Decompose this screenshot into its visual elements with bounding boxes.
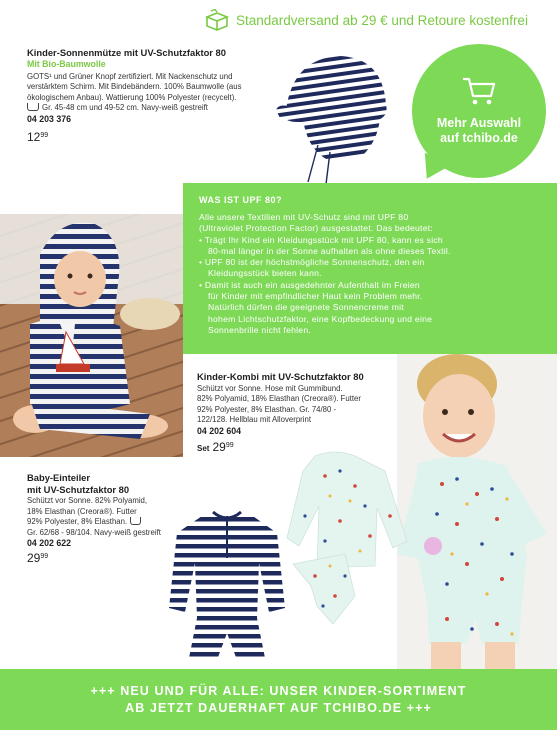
product-title-line-1: Baby-Einteiler xyxy=(27,472,91,483)
desc-line: ökologischem Anbau). Wattierung 100% Polyester (recycelt). xyxy=(27,92,237,102)
bullet-line: • Damit ist auch ein ausgedehnter Aufenthalt im Freien xyxy=(199,279,420,290)
shipping-text: Standardversand ab 29 € und Retoure kostenfrei xyxy=(236,12,528,28)
product-hat-info xyxy=(27,47,287,144)
box-icon xyxy=(204,9,230,31)
bullet-line: 80-mal länger in der Sonne aufhalten als ohne dieses Textil. xyxy=(208,245,451,256)
bullet-line: Natürlich dürfen die geeignete Sonnencreme mit xyxy=(208,302,404,313)
wash-care-icon xyxy=(27,103,39,111)
intro-line: (Ultraviolet Protection Factor) ausgestattet. Das bedeutet: xyxy=(199,223,433,234)
desc-line: 122/128. Hellblau mit Alloverprint xyxy=(197,415,311,424)
desc-line: 92% Polyester, 8% Elasthan. Gr. 74/80 - xyxy=(197,404,337,414)
product-subtitle: Mit Bio-Baumwolle xyxy=(27,58,106,69)
desc-line xyxy=(27,517,197,528)
kinder-kombi-image xyxy=(285,446,415,626)
bullet-line: • Trägt Ihr Kind ein Kleidungsstück mit UPF 80, kann es sich xyxy=(199,234,443,245)
shipping-banner xyxy=(204,8,528,32)
price xyxy=(27,551,197,565)
upf-bullet xyxy=(199,280,541,336)
desc-line xyxy=(27,103,287,114)
product-title: Kinder-Kombi mit UV-Schutzfaktor 80 xyxy=(197,371,364,382)
intro-line: Alle unsere Textilien mit UV-Schutz sind mit UPF 80 xyxy=(199,212,409,222)
upf-bullet xyxy=(199,257,541,280)
baby-photo xyxy=(0,214,183,457)
price-main: 12 xyxy=(27,129,41,144)
desc-line: 18% Elasthan (Creora®). Futter xyxy=(27,506,137,516)
desc-line: verstärktem Schirm. Mit Bindebändern. 100% Baumwolle (aus xyxy=(27,82,242,91)
product-description xyxy=(27,72,287,114)
article-number: 04 202 622 xyxy=(27,538,72,548)
upf-bullet xyxy=(199,235,541,258)
desc-text: Gr. 45-48 cm und 49-52 cm. Navy-weiß gestreift xyxy=(42,103,208,112)
sun-hat-image xyxy=(268,50,398,185)
boy-photo xyxy=(397,354,557,669)
circle-line-2: auf tchibo.de xyxy=(440,131,518,145)
bullet-line: Kleidungsstück bieten kann. xyxy=(208,268,322,279)
price-cents: 99 xyxy=(225,441,234,449)
desc-line: 82% Polyamid, 18% Elasthan (Creora®). Futter xyxy=(197,394,361,403)
price-cents: 99 xyxy=(40,553,49,560)
product-baby-info xyxy=(27,472,197,565)
price-cents: 99 xyxy=(40,131,49,139)
wash-care-icon xyxy=(130,517,141,525)
product-description xyxy=(27,496,197,538)
banner-line-2: AB JETZT DAUERHAFT AUF TCHIBO.DE +++ xyxy=(125,700,432,715)
upf-bullets xyxy=(199,235,541,337)
article-number: 04 202 604 xyxy=(197,425,242,436)
desc-line: GOTS¹ und Grüner Knopf zertifiziert. Mit Nackenschutz und xyxy=(27,71,233,81)
price xyxy=(27,130,287,144)
set-label: Set xyxy=(197,443,210,453)
bullet-line: hohem Lichtschutzfaktor, eine Kopfbedeckung und eine xyxy=(208,313,433,324)
bullet-line: Sonnenbrille nicht fehlen. xyxy=(208,324,312,335)
desc-line: Schützt vor Sonne. Hose mit Gummibund. xyxy=(197,383,343,393)
bullet-line: für Kinder mit empfindlicher Haut kein Problem mehr. xyxy=(208,291,423,302)
upf-title: WAS IST UPF 80? xyxy=(199,195,283,205)
desc-text: 92% Polyester, 8% Elasthan. xyxy=(27,517,128,526)
product-kombi-info xyxy=(197,371,397,456)
product-title-line-2: mit UV-Schutzfaktor 80 xyxy=(27,483,130,495)
article-number: 04 203 376 xyxy=(27,113,72,124)
upf-info-box xyxy=(183,183,557,354)
upf-intro xyxy=(199,212,541,235)
product-title: Kinder-Sonnenmütze mit UV-Schutzfaktor 80 xyxy=(27,47,226,58)
desc-line: Gr. 62/68 - 98/104. Navy-weiß gestreift xyxy=(27,527,161,537)
banner-line-1: +++ NEU UND FÜR ALLE: UNSER KINDER-SORTIMENT xyxy=(90,683,467,698)
kinder-sortiment-banner[interactable] xyxy=(0,669,557,730)
product-description xyxy=(197,384,397,426)
bullet-line: • UPF 80 ist der höchstmögliche Sonnenschutz, den ein xyxy=(199,257,425,268)
price-main: 29 xyxy=(212,439,226,454)
price-main: 29 xyxy=(27,551,41,565)
shopping-cart-icon xyxy=(461,76,497,110)
desc-line: Schützt vor Sonne. 82% Polyamid, xyxy=(27,496,148,505)
circle-line-1: Mehr Auswahl xyxy=(436,116,522,130)
